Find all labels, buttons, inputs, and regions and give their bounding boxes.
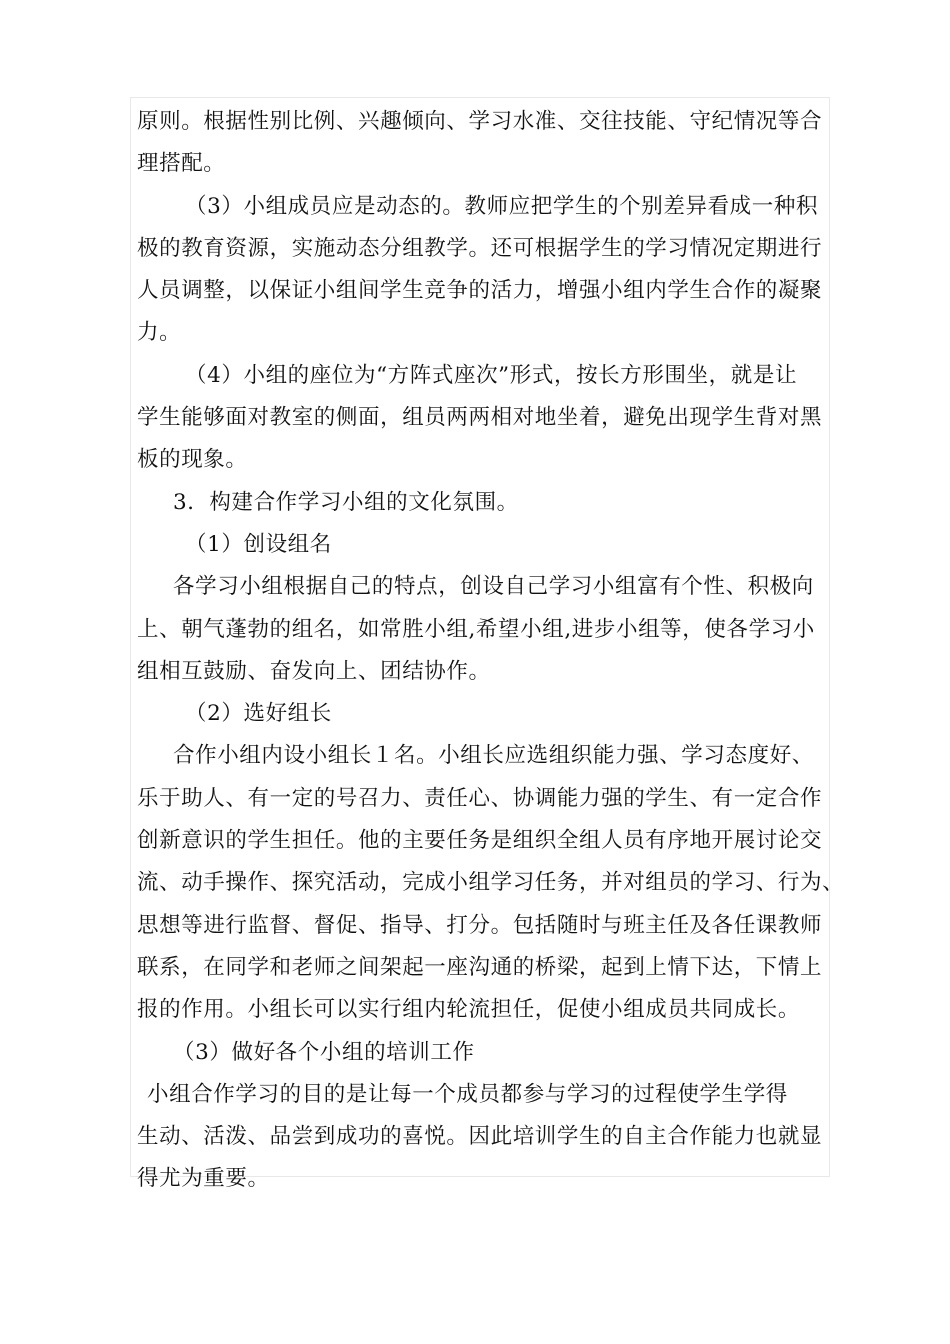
text-line: 思想等进行监督、督促、指导、打分。包括随时与班主任及各任课教师 xyxy=(137,912,823,938)
text-line: 报的作用。小组长可以实行组内轮流担任，促使小组成员共同成长。 xyxy=(137,997,801,1023)
text-line: 板的现象。 xyxy=(137,447,248,473)
subsection-heading: （3）做好各个小组的培训工作 xyxy=(173,1039,475,1065)
text-line: 学生能够面对教室的侧面，组员两两相对地坐着，避免出现学生背对黑 xyxy=(137,405,823,431)
text-line: 联系，在同学和老师之间架起一座沟通的桥梁，起到上情下达，下情上 xyxy=(137,954,823,980)
paragraph-start-line: （4）小组的座位为“方阵式座次”形式，按长方形围坐，就是让 xyxy=(185,362,798,388)
text-line: 极的教育资源，实施动态分组教学。还可根据学生的学习情况定期进行 xyxy=(137,235,823,261)
subsection-heading: （1）创设组名 xyxy=(185,531,332,557)
text-line: 组相互鼓励、奋发向上、团结协作。 xyxy=(137,658,491,684)
text-line: 人员调整，以保证小组间学生竞争的活力，增强小组内学生合作的凝聚 xyxy=(137,278,823,304)
text-line: 原则。根据性别比例、兴趣倾向、学习水准、交往技能、守纪情况等合 xyxy=(137,109,823,134)
text-line: 上、朝气蓬勃的组名，如常胜小组,希望小组,进步小组等，使各学习小 xyxy=(137,616,815,642)
text-line: 创新意识的学生担任。他的主要任务是组织全组人员有序地开展讨论交 xyxy=(137,828,823,854)
text-line: 力。 xyxy=(137,320,182,346)
paragraph-start-line: 各学习小组根据自己的特点，创设自己学习小组富有个性、积极向 xyxy=(173,574,814,600)
paragraph-start-line: 小组合作学习的目的是让每一个成员都参与学习的过程使学生学得 xyxy=(147,1081,788,1107)
paragraph-start-line: （3）小组成员应是动态的。教师应把学生的个别差异看成一种积 xyxy=(185,193,819,219)
text-line: 生动、活泼、品尝到成功的喜悦。因此培训学生的自主合作能力也就显 xyxy=(137,1124,823,1150)
paragraph-start-line: 合作小组内设小组长１名。小组长应选组织能力强、学习态度好、 xyxy=(173,743,814,769)
text-line: 流、动手操作、探究活动，完成小组学习任务，并对组员的学习、行为、 xyxy=(137,870,845,896)
text-line: 乐于助人、有一定的号召力、责任心、协调能力强的学生、有一定合作 xyxy=(137,785,823,811)
document-body xyxy=(137,101,845,1201)
text-line: 得尤为重要。 xyxy=(137,1166,270,1192)
section-heading: 3．构建合作学习小组的文化氛围。 xyxy=(173,489,519,515)
text-line: 理搭配。 xyxy=(137,151,226,177)
subsection-heading: （2）选好组长 xyxy=(185,701,332,727)
